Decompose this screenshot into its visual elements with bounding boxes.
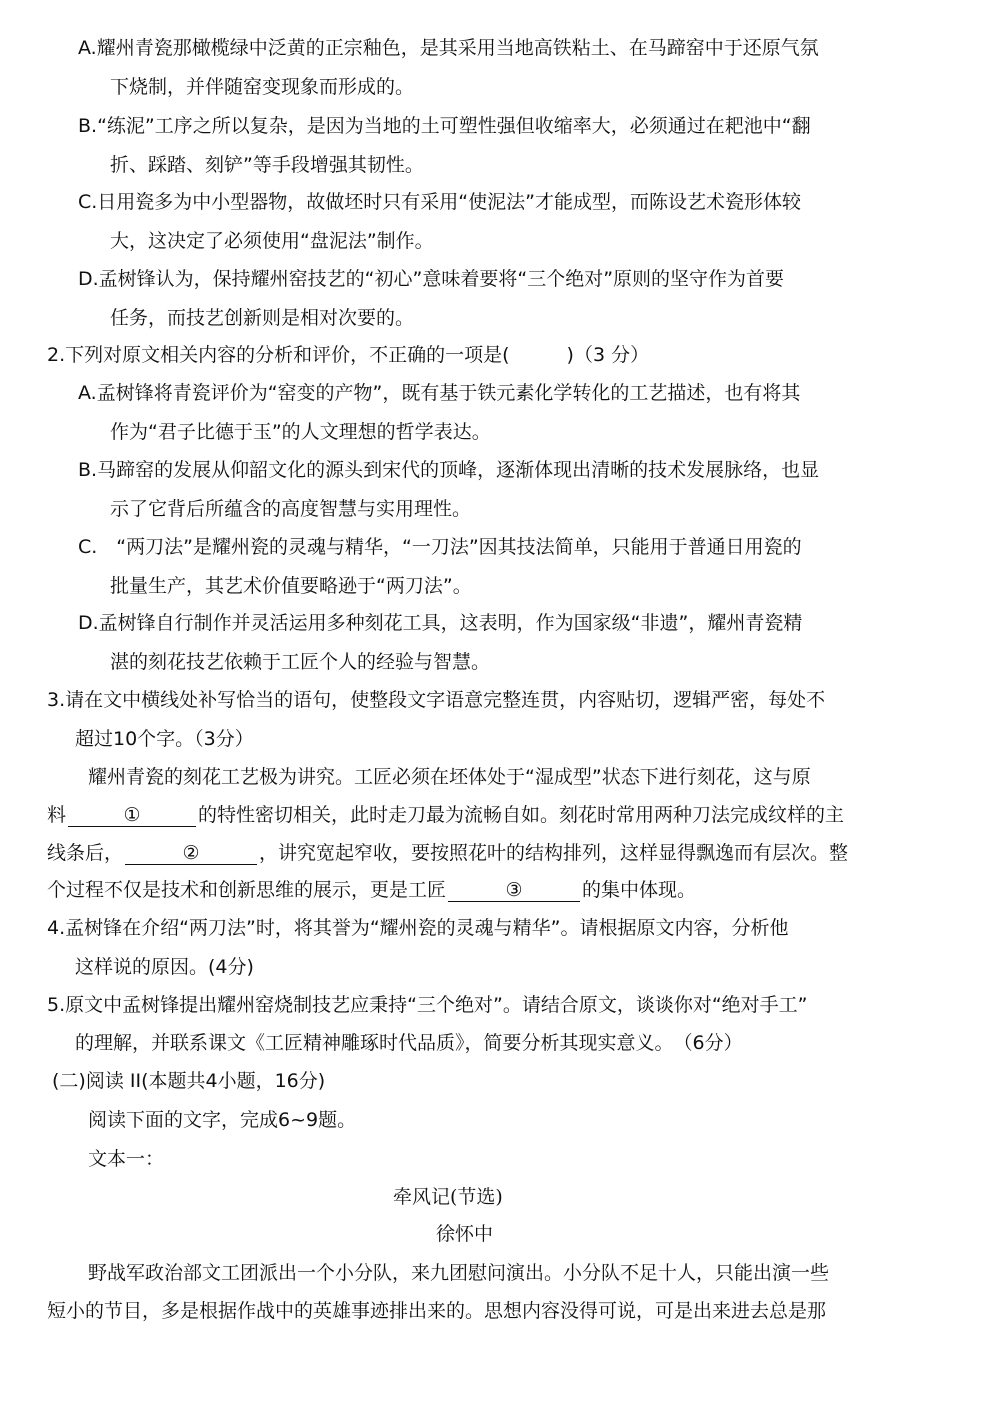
q5-stem-line2: 的理解，并联系课文《工匠精神雕琢时代品质》，简要分析其现实意义。 （6分） [75, 1032, 743, 1054]
q5-stem-line1: 5.原文中孟树锋提出耀州窑烧制技艺应秉持“三个绝对”。请结合原文，谈谈你对“绝对手工” [47, 994, 808, 1016]
q1-option-b-line1: B.“练泥”工序之所以复杂，是因为当地的土可塑性强但收缩率大，必须通过在耙池中“翻 [78, 115, 811, 137]
q1-option-a-line1: A.耀州青瓷那橄榄绿中泛黄的正宗釉色，是其采用当地高铁粘土、在马蹄窑中于还原气氛 [78, 37, 819, 59]
article-title: 牵风记(节选) [393, 1186, 503, 1208]
article-body-line1: 野战军政治部文工团派出一个小分队，来九团慰问演出。小分队不足十人，只能出演一些 [88, 1262, 830, 1284]
q4-stem-line1: 4.孟树锋在介绍“两刀法”时，将其誉为“耀州瓷的灵魂与精华”。请根据原文内容，分析他 [47, 917, 789, 939]
q2-option-c-line1: C. “两刀法”是耀州瓷的灵魂与精华，“一刀法”因其技法简单，只能用于普通日用瓷的 [78, 536, 802, 558]
q3-paragraph-line2 [47, 802, 844, 828]
q2-option-b-line2: 示了它背后所蕴含的高度智慧与实用理性。 [110, 498, 472, 520]
q2-option-a-line2: 作为“君子比德于玉”的人文理想的哲学表达。 [110, 421, 491, 443]
q3-stem-line2: 超过10个字。（3分） [75, 728, 254, 750]
q3-stem-line1: 3.请在文中横线处补写恰当的语句，使整段文字语意完整连贯，内容贴切，逻辑严密，每处不 [47, 689, 826, 711]
q3-paragraph-line4 [47, 877, 696, 903]
q3-paragraph-line1: 耀州青瓷的刻花工艺极为讲究。工匠必须在坯体处于“湿成型”状态下进行刻花，这与原 [88, 766, 811, 788]
q1-option-c-line2: 大，这决定了必须使用“盘泥法”制作。 [110, 230, 434, 252]
q2-option-b-line1: B.马蹄窑的发展从仰韶文化的源头到宋代的顶峰，逐渐体现出清晰的技术发展脉络，也显 [78, 459, 820, 481]
q2-option-d-line2: 湛的刻花技艺依赖于工匠个人的经验与智慧。 [110, 651, 491, 673]
article-author: 徐怀中 [436, 1223, 494, 1245]
fill-blank-2[interactable]: ② [125, 842, 257, 865]
q1-option-d-line2: 任务，而技艺创新则是相对次要的。 [110, 307, 415, 329]
fill-blank-1[interactable]: ① [68, 804, 196, 827]
text-label: 文本一： [88, 1148, 165, 1170]
q2-option-d-line1: D.孟树锋自行制作并灵活运用多种刻花工具，这表明，作为国家级“非遗”，耀州青瓷精 [78, 612, 803, 634]
q1-option-a-line2: 下烧制，并伴随窑变现象而形成的。 [110, 76, 415, 98]
reading-instruction: 阅读下面的文字，完成6~9题。 [88, 1109, 357, 1131]
q1-option-d-line1: D.孟树锋认为，保持耀州窑技艺的“初心”意味着要将“三个绝对”原则的坚守作为首要 [78, 268, 785, 290]
q3-text: 的集中体现。 [582, 879, 697, 901]
q3-text: 线条后， [47, 842, 124, 864]
article-body-line2: 短小的节目，多是根据作战中的英雄事迹排出来的。思想内容没得可说，可是出来进去总是那 [47, 1300, 827, 1322]
section-heading: (二)阅读 II(本题共4小题，16分) [52, 1070, 326, 1092]
q4-stem-line2: 这样说的原因。(4分) [75, 956, 254, 978]
q2-stem: 2.下列对原文相关内容的分析和评价，不正确的一项是( )（3 分） [47, 344, 650, 366]
q3-text: 个过程不仅是技术和创新思维的展示，更是工匠 [47, 879, 447, 901]
q3-text: ，讲究宽起窄收，要按照花叶的结构排列，这样显得飘逸而有层次。整 [259, 842, 849, 864]
q3-text: 料 [47, 804, 67, 826]
q2-option-c-line2: 批量生产，其艺术价值要略逊于“两刀法”。 [110, 575, 472, 597]
q3-text: 的特性密切相关，此时走刀最为流畅自如。刻花时常用两种刀法完成纹样的主 [198, 804, 845, 826]
q1-option-c-line1: C.日用瓷多为中小型器物，故做坯时只有采用“使泥法”才能成型，而陈设艺术瓷形体较 [78, 191, 801, 213]
q3-paragraph-line3 [47, 840, 848, 866]
fill-blank-3[interactable]: ③ [448, 879, 580, 902]
q2-option-a-line1: A.孟树锋将青瓷评价为“窑变的产物”，既有基于铁元素化学转化的工艺描述，也有将其 [78, 382, 801, 404]
q1-option-b-line2: 折、踩踏、刻铲”等手段增强其韧性。 [110, 154, 424, 176]
